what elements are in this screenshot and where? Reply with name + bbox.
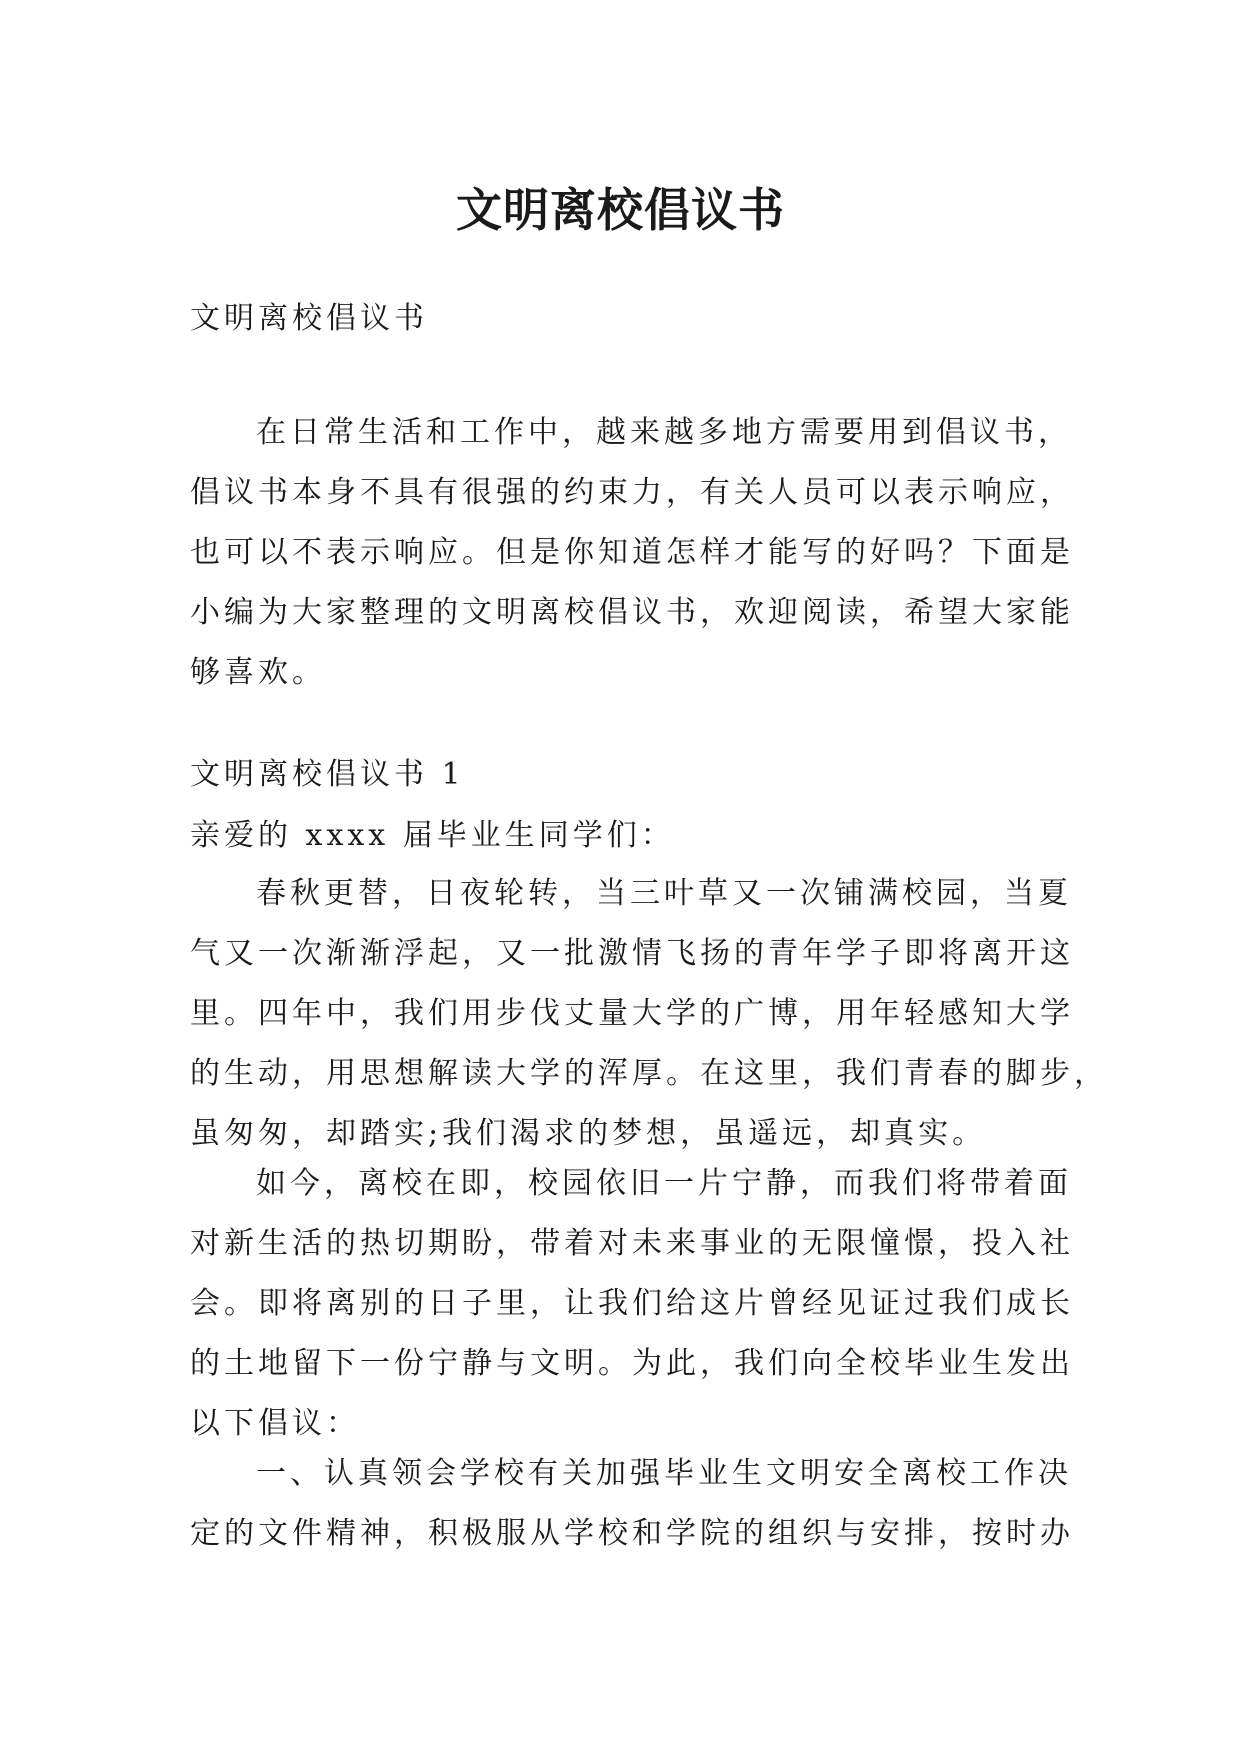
body-paragraph-1 (190, 864, 1108, 1164)
subheading-text: 文明离校倡议书 (190, 301, 428, 336)
text-line: 也可以不表示响应。但是你知道怎样才能写的好吗？下面是 (190, 535, 1074, 570)
text-line: 的生动，用思想解读大学的浑厚。在这里，我们青春的脚步， (190, 1056, 1108, 1091)
text-line: 气又一次渐渐浮起，又一批激情飞扬的青年学子即将离开这 (190, 936, 1074, 971)
text-line: 小编为大家整理的文明离校倡议书，欢迎阅读，希望大家能 (190, 595, 1074, 630)
text-line: 春秋更替，日夜轮转，当三叶草又一次铺满校园，当夏 (256, 876, 1072, 911)
text-line: 够喜欢。 (190, 655, 326, 690)
text-line: 会。即将离别的日子里，让我们给这片曾经见证过我们成长 (190, 1286, 1074, 1321)
body-paragraph-3 (190, 1444, 1074, 1564)
text-line: 如今，离校在即，校园依旧一片宁静，而我们将带着面 (256, 1166, 1072, 1201)
salutation (190, 806, 1070, 866)
text-line: 以下倡议： (190, 1406, 360, 1441)
text-line: 里。四年中，我们用步伐丈量大学的广博，用年轻感知大学 (190, 996, 1074, 1031)
text-line: 倡议书本身不具有很强的约束力，有关人员可以表示响应， (190, 475, 1074, 510)
document-subheading (190, 289, 1070, 349)
text-line: 定的文件精神，积极服从学校和学院的组织与安排，按时办 (190, 1516, 1074, 1551)
section-heading-text: 文明离校倡议书 1 (190, 757, 465, 792)
body-paragraph-2 (190, 1154, 1074, 1454)
text-line: 对新生活的热切期盼，带着对未来事业的无限憧憬，投入社 (190, 1226, 1074, 1261)
intro-paragraph (190, 403, 1074, 703)
text-line: 虽匆匆，却踏实;我们渴求的梦想，虽遥远，却真实。 (190, 1116, 987, 1151)
document-title: 文明离校倡议书 (456, 182, 785, 237)
text-line: 的土地留下一份宁静与文明。为此，我们向全校毕业生发出 (190, 1346, 1074, 1381)
text-line: 在日常生活和工作中，越来越多地方需要用到倡议书， (256, 415, 1072, 450)
section-heading (190, 745, 1070, 805)
salutation-text: 亲爱的 xxxx 届毕业生同学们： (190, 818, 675, 853)
text-line: 一、认真领会学校有关加强毕业生文明安全离校工作决 (256, 1456, 1072, 1491)
